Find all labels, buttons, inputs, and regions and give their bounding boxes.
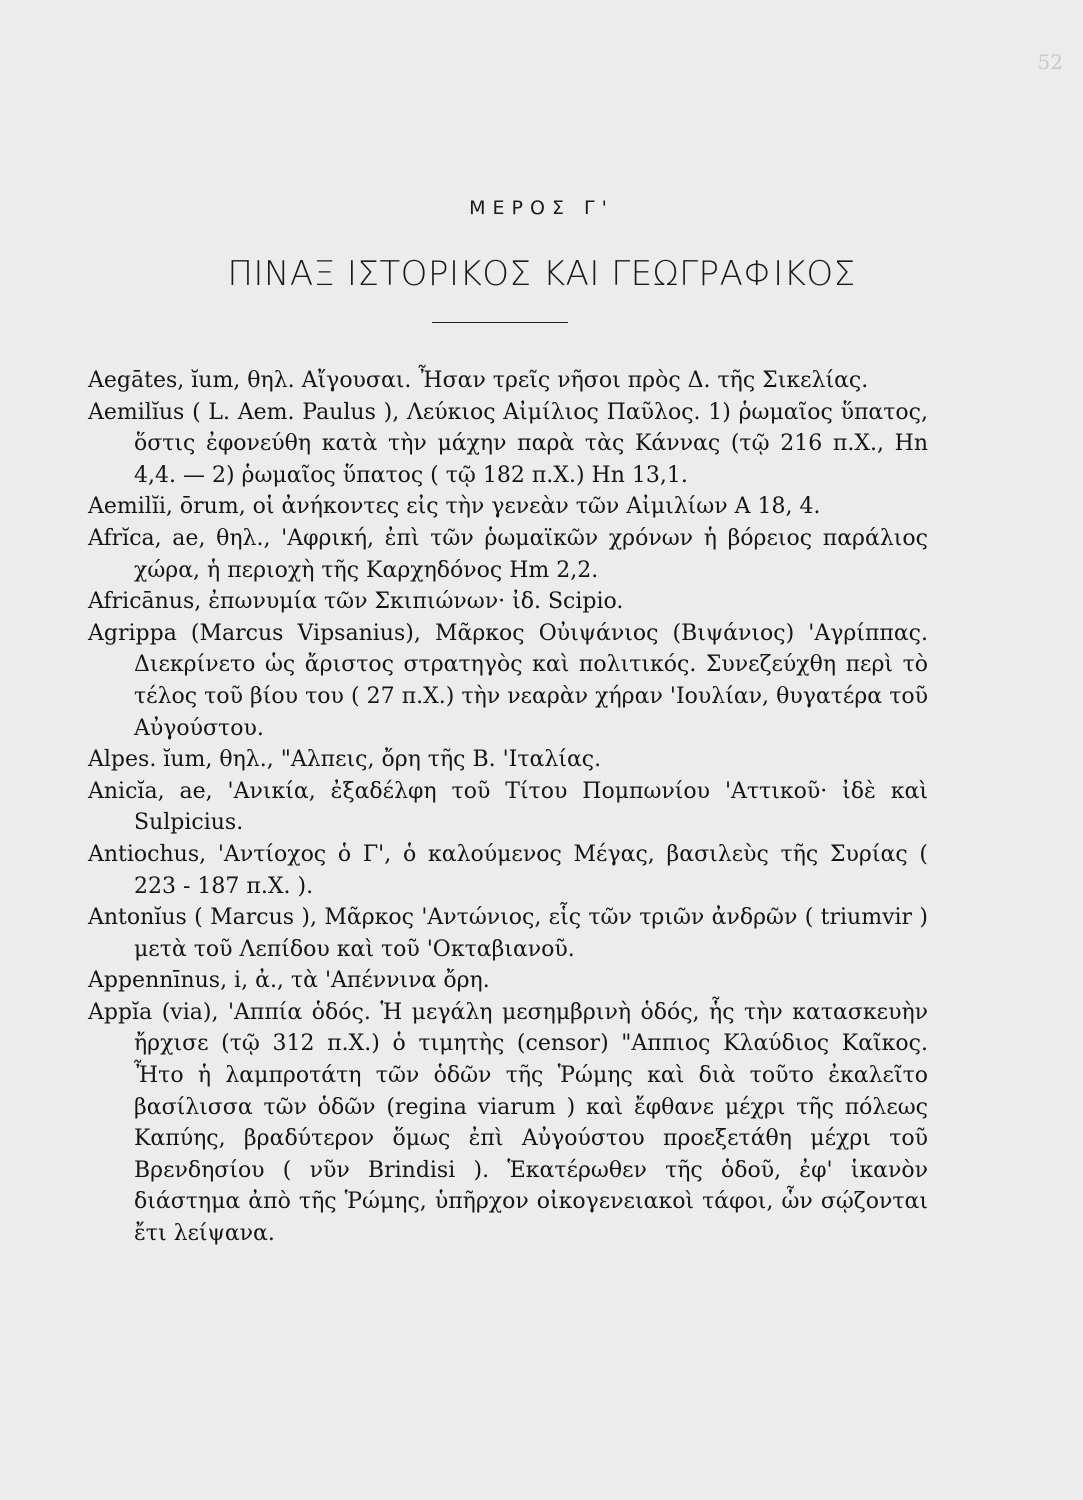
index-entry-aemilii: Aemilĭi, ōrum, οἱ ἀνήκοντες εἰς τὴν γενεὰν τῶν Αἰμιλίων A 18, 4.: [88, 494, 821, 520]
title-divider: [432, 322, 568, 323]
index-entry-alpes: Alpes. ĭum, θηλ., "Αλπεις, ὄρη τῆς Β. 'Ιταλίας.: [88, 747, 602, 773]
part-label: ΜΕΡΟΣ Γ': [469, 197, 614, 219]
index-entry-antiochus: Antiochus, 'Αντίοχος ὁ Γ', ὁ καλούμενος Μέγας, βασιλεὺς τῆς Συρίας ( 223 - 187 π.Χ. ).: [88, 841, 928, 899]
index-entry-africa: Afrĭca, ae, θηλ., 'Αφρική, ἐπὶ τῶν ῥωμαϊκῶν χρόνων ἡ βόρειος παράλιος χώρα, ἡ περιοχὴ τῆς Καρχηδόνος Hm 2,2.: [88, 525, 928, 583]
index-entry-africanus: Africānus, ἐπωνυμία τῶν Σκιπιώνων· ἰδ. Scipio.: [88, 589, 624, 615]
index-entry-appenninus: Appennīnus, i, ἀ., τὰ 'Απέννινα ὄρη.: [88, 968, 490, 994]
page-number: 52: [1037, 50, 1063, 74]
index-entry-agrippa: Agrippa (Marcus Vipsanius), Μᾶρκος Οὐιψάνιος (Βιψάνιος) 'Αγρίππας. Διεκρίνετο ὡς ἄριστος στρατηγὸς καὶ πολιτικός. Συνεζεύχθη περὶ τὸ τέλος τοῦ βίου του ( 27 π.Χ.) τὴν νεαρὰν χήραν 'Ιουλίαν, θυγατέρα τοῦ Αὐγούστου.: [88, 620, 928, 741]
index-entry-aegates: Aegātes, ĭum, θηλ. Αἴγουσαι. Ἦσαν τρεῖς νῆσοι πρὸς Δ. τῆς Σικελίας.: [88, 368, 869, 393]
index-entry-antonius: Antonĭus ( Marcus ), Μᾶρκος 'Αντώνιος, εἷς τῶν τριῶν ἀνδρῶν ( triumvir ) μετὰ τοῦ Λεπίδου καὶ τοῦ 'Οκταβιανοῦ.: [88, 905, 928, 962]
index-entry-anicia: Anicĭa, ae, 'Ανικία, ἐξαδέλφη τοῦ Τίτου Πομπωνίου 'Αττικοῦ· ἰδὲ καὶ Sulpicius.: [88, 778, 928, 836]
index-entries: [88, 365, 928, 1250]
page-title: ΠΙΝΑΞ ΙΣΤΟΡΙΚΟΣ ΚΑΙ ΓΕΩΓΡΑΦΙΚΟΣ: [227, 254, 856, 294]
index-entry-aemilius: Aemilĭus ( L. Aem. Paulus ), Λεύκιος Αἰμίλιος Παῦλος. 1) ῥωμαῖος ὕπατος, ὅστις ἐφονεύθη κατὰ τὴν μάχην παρὰ τὰς Κάννας (τῷ 216 π.Χ., Hn 4,4. — 2) ῥωμαῖος ὕπατος ( τῷ 182 π.Χ.) Hn 13,1.: [88, 399, 928, 488]
index-entry-appia: Appĭa (via), 'Αππία ὁδός. Ἡ μεγάλη μεσημβρινὴ ὁδός, ἧς τὴν κατασκευὴν ἤρχισε (τῷ 312 π.Χ.) ὁ τιμητὴς (censor) "Αππιος Κλαύδιος Καῖκος. Ἦτο ἡ λαμπροτάτη τῶν ὁδῶν τῆς Ῥώμης καὶ διὰ τοῦτο ἐκαλεῖτο βασίλισσα τῶν ὁδῶν (regina viarum ) καὶ ἔφθανε μέχρι τῆς πόλεως Καπύης, βραδύτερον ὅμως ἐπὶ Αὐγούστου προεξετάθη μέχρι τοῦ Βρενδησίου ( νῦν Brindisi ). Ἑκατέρωθεν τῆς ὁδοῦ, ἐφ' ἱκανὸν διάστημα ἀπὸ τῆς Ῥώμης, ὑπῆρχον οἰκογενειακοὶ τάφοι, ὧν σῴζονται ἔτι λείψανα.: [88, 999, 928, 1247]
